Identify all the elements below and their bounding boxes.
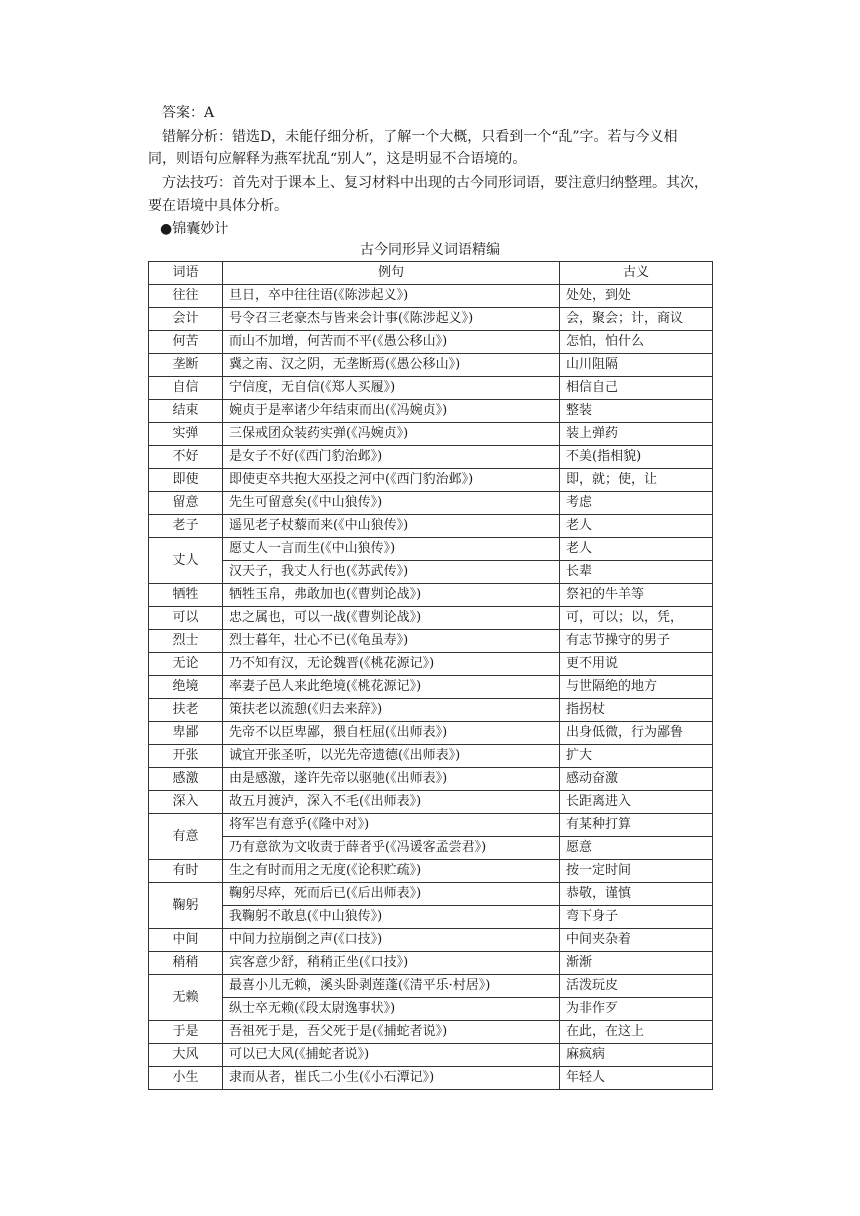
example-cell: 可以已大风(《捕蛇者说》) <box>223 1044 560 1067</box>
word-cell: 小生 <box>149 1067 223 1090</box>
meaning-cell: 老人 <box>560 538 713 561</box>
example-cell: 三保戒团众装药实弹(《冯婉贞》) <box>223 423 560 446</box>
example-cell: 故五月渡泸，深入不毛(《出师表》) <box>223 791 560 814</box>
error-analysis-line-1: 错解分析：错选D，未能仔细分析，了解一个大概，只看到一个“乱”字。若与今义相 <box>162 129 678 145</box>
table-row <box>149 331 713 354</box>
table-row <box>149 860 713 883</box>
word-cell: 大风 <box>149 1044 223 1067</box>
table-row <box>149 929 713 952</box>
table-header-row <box>149 262 713 285</box>
table-row <box>149 837 713 860</box>
header-meaning: 古义 <box>560 262 713 285</box>
word-cell: 可以 <box>149 607 223 630</box>
table-row <box>149 377 713 400</box>
table-row <box>149 745 713 768</box>
table-row <box>149 423 713 446</box>
meaning-cell: 考虑 <box>560 492 713 515</box>
word-cell: 留意 <box>149 492 223 515</box>
word-cell: 无赖 <box>149 975 223 1021</box>
method-line-1: 方法技巧：首先对于课本上、复习材料中出现的古今同形词语，要注意归纳整理。其次， <box>162 175 708 191</box>
meaning-cell: 感动奋激 <box>560 768 713 791</box>
meaning-cell: 在此，在这上 <box>560 1021 713 1044</box>
example-cell: 纵士卒无赖(《段太尉逸事状》) <box>223 998 560 1021</box>
word-cell: 即使 <box>149 469 223 492</box>
example-cell: 愿丈人一言而生(《中山狼传》) <box>223 538 560 561</box>
word-cell: 垄断 <box>149 354 223 377</box>
table-row <box>149 791 713 814</box>
example-cell: 号令召三老豪杰与皆来会计事(《陈涉起义》) <box>223 308 560 331</box>
meaning-cell: 愿意 <box>560 837 713 860</box>
example-cell: 先帝不以臣卑鄙，猥自枉屈(《出师表》) <box>223 722 560 745</box>
example-cell: 即使吏卒共抱大巫投之河中(《西门豹治邺》) <box>223 469 560 492</box>
table-row <box>149 308 713 331</box>
table-row <box>149 722 713 745</box>
header-word: 词语 <box>149 262 223 285</box>
word-cell: 往往 <box>149 285 223 308</box>
meaning-cell: 长距离进入 <box>560 791 713 814</box>
example-cell: 冀之南、汉之阴，无垄断焉(《愚公移山》) <box>223 354 560 377</box>
word-cell: 有意 <box>149 814 223 860</box>
meaning-cell: 中间夹杂着 <box>560 929 713 952</box>
table-row <box>149 699 713 722</box>
word-cell: 牺牲 <box>149 584 223 607</box>
meaning-cell: 活泼玩皮 <box>560 975 713 998</box>
word-cell: 卑鄙 <box>149 722 223 745</box>
table-row <box>149 1067 713 1090</box>
example-cell: 烈士暮年，壮心不已(《龟虽寿》) <box>223 630 560 653</box>
example-cell: 乃不知有汉，无论魏晋(《桃花源记》) <box>223 653 560 676</box>
meaning-cell: 渐渐 <box>560 952 713 975</box>
table-row <box>149 584 713 607</box>
example-cell: 将军岂有意乎(《隆中对》) <box>223 814 560 837</box>
example-cell: 由是感激，遂许先帝以驱驰(《出师表》) <box>223 768 560 791</box>
table-row <box>149 1044 713 1067</box>
meaning-cell: 麻疯病 <box>560 1044 713 1067</box>
meaning-cell: 怎怕，怕什么 <box>560 331 713 354</box>
example-cell: 隶而从者，崔氏二小生(《小石潭记》) <box>223 1067 560 1090</box>
example-cell: 率妻子邑人来此绝境(《桃花源记》) <box>223 676 560 699</box>
meaning-cell: 会，聚会；计，商议 <box>560 308 713 331</box>
table-caption: 古今同形异义词语精编 <box>360 242 500 258</box>
example-cell: 乃有意欲为文收责于薛者乎(《冯谖客孟尝君》) <box>223 837 560 860</box>
meaning-cell: 可，可以；以，凭， <box>560 607 713 630</box>
table-row <box>149 446 713 469</box>
word-cell: 不好 <box>149 446 223 469</box>
word-cell: 中间 <box>149 929 223 952</box>
example-cell: 汉天子，我丈人行也(《苏武传》) <box>223 561 560 584</box>
example-cell: 旦日，卒中往往语(《陈涉起义》) <box>223 285 560 308</box>
section-heading: ●锦囊妙计 <box>160 221 229 237</box>
table-row <box>149 607 713 630</box>
word-cell: 丈人 <box>149 538 223 584</box>
example-cell: 牺牲玉帛，弗敢加也(《曹刿论战》) <box>223 584 560 607</box>
meaning-cell: 祭祀的牛羊等 <box>560 584 713 607</box>
example-cell: 吾祖死于是，吾父死于是(《捕蛇者说》) <box>223 1021 560 1044</box>
meaning-cell: 老人 <box>560 515 713 538</box>
meaning-cell: 与世隔绝的地方 <box>560 676 713 699</box>
word-cell: 何苦 <box>149 331 223 354</box>
example-cell: 宾客意少舒，稍稍正坐(《口技》) <box>223 952 560 975</box>
table-row <box>149 653 713 676</box>
example-cell: 生之有时而用之无度(《论积贮疏》) <box>223 860 560 883</box>
table-row <box>149 354 713 377</box>
example-cell: 先生可留意矣(《中山狼传》) <box>223 492 560 515</box>
method-line-2: 要在语境中具体分析。 <box>148 198 288 214</box>
word-cell: 深入 <box>149 791 223 814</box>
word-table <box>148 261 713 1090</box>
table-row <box>149 561 713 584</box>
table-row <box>149 538 713 561</box>
table-body <box>149 285 713 1090</box>
table-row <box>149 998 713 1021</box>
table-row <box>149 676 713 699</box>
meaning-cell: 相信自己 <box>560 377 713 400</box>
meaning-cell: 处处，到处 <box>560 285 713 308</box>
meaning-cell: 长辈 <box>560 561 713 584</box>
example-cell: 最喜小儿无赖，溪头卧剥莲蓬(《清平乐·村居》) <box>223 975 560 998</box>
table-row <box>149 814 713 837</box>
meaning-cell: 出身低微，行为鄙鲁 <box>560 722 713 745</box>
table-row <box>149 952 713 975</box>
word-cell: 绝境 <box>149 676 223 699</box>
word-cell: 老子 <box>149 515 223 538</box>
meaning-cell: 不美(指相貌) <box>560 446 713 469</box>
example-cell: 中间力拉崩倒之声(《口技》) <box>223 929 560 952</box>
error-analysis-line-2: 同，则语句应解释为燕军扰乱“别人”，这是明显不合语境的。 <box>148 151 527 167</box>
meaning-cell: 恭敬，谨慎 <box>560 883 713 906</box>
word-cell: 会计 <box>149 308 223 331</box>
meaning-cell: 有某种打算 <box>560 814 713 837</box>
table-row <box>149 285 713 308</box>
example-cell: 忠之属也，可以一战(《曹刿论战》) <box>223 607 560 630</box>
answer-line: 答案：A <box>162 105 215 121</box>
table-row <box>149 883 713 906</box>
example-cell: 我鞠躬不敢息(《中山狼传》) <box>223 906 560 929</box>
meaning-cell: 即，就；使，让 <box>560 469 713 492</box>
example-cell: 鞠躬尽瘁，死而后已(《后出师表》) <box>223 883 560 906</box>
table-row <box>149 630 713 653</box>
meaning-cell: 山川阻隔 <box>560 354 713 377</box>
example-cell: 策扶老以流憩(《归去来辞》) <box>223 699 560 722</box>
word-cell: 有时 <box>149 860 223 883</box>
example-cell: 婉贞于是率诸少年结束而出(《冯婉贞》) <box>223 400 560 423</box>
table-row <box>149 906 713 929</box>
word-cell: 扶老 <box>149 699 223 722</box>
word-cell: 鞠躬 <box>149 883 223 929</box>
meaning-cell: 更不用说 <box>560 653 713 676</box>
meaning-cell: 整装 <box>560 400 713 423</box>
word-cell: 无论 <box>149 653 223 676</box>
table-row <box>149 515 713 538</box>
example-cell: 宁信度，无自信(《郑人买履》) <box>223 377 560 400</box>
meaning-cell: 为非作歹 <box>560 998 713 1021</box>
example-cell: 是女子不好(《西门豹治邺》) <box>223 446 560 469</box>
meaning-cell: 弯下身子 <box>560 906 713 929</box>
word-cell: 稍稍 <box>149 952 223 975</box>
word-cell: 实弹 <box>149 423 223 446</box>
meaning-cell: 有志节操守的男子 <box>560 630 713 653</box>
meaning-cell: 装上弹药 <box>560 423 713 446</box>
word-cell: 自信 <box>149 377 223 400</box>
meaning-cell: 年轻人 <box>560 1067 713 1090</box>
word-cell: 感激 <box>149 768 223 791</box>
word-cell: 开张 <box>149 745 223 768</box>
word-cell: 结束 <box>149 400 223 423</box>
word-cell: 于是 <box>149 1021 223 1044</box>
word-cell: 烈士 <box>149 630 223 653</box>
table-row <box>149 975 713 998</box>
table-row <box>149 492 713 515</box>
table-row <box>149 400 713 423</box>
example-cell: 诚宜开张圣听，以光先帝遗德(《出师表》) <box>223 745 560 768</box>
meaning-cell: 扩大 <box>560 745 713 768</box>
meaning-cell: 按一定时间 <box>560 860 713 883</box>
example-cell: 遥见老子杖藜而来(《中山狼传》) <box>223 515 560 538</box>
example-cell: 而山不加增，何苦而不平(《愚公移山》) <box>223 331 560 354</box>
table-row <box>149 469 713 492</box>
table-row <box>149 1021 713 1044</box>
meaning-cell: 指拐杖 <box>560 699 713 722</box>
header-example: 例句 <box>223 262 560 285</box>
table-row <box>149 768 713 791</box>
